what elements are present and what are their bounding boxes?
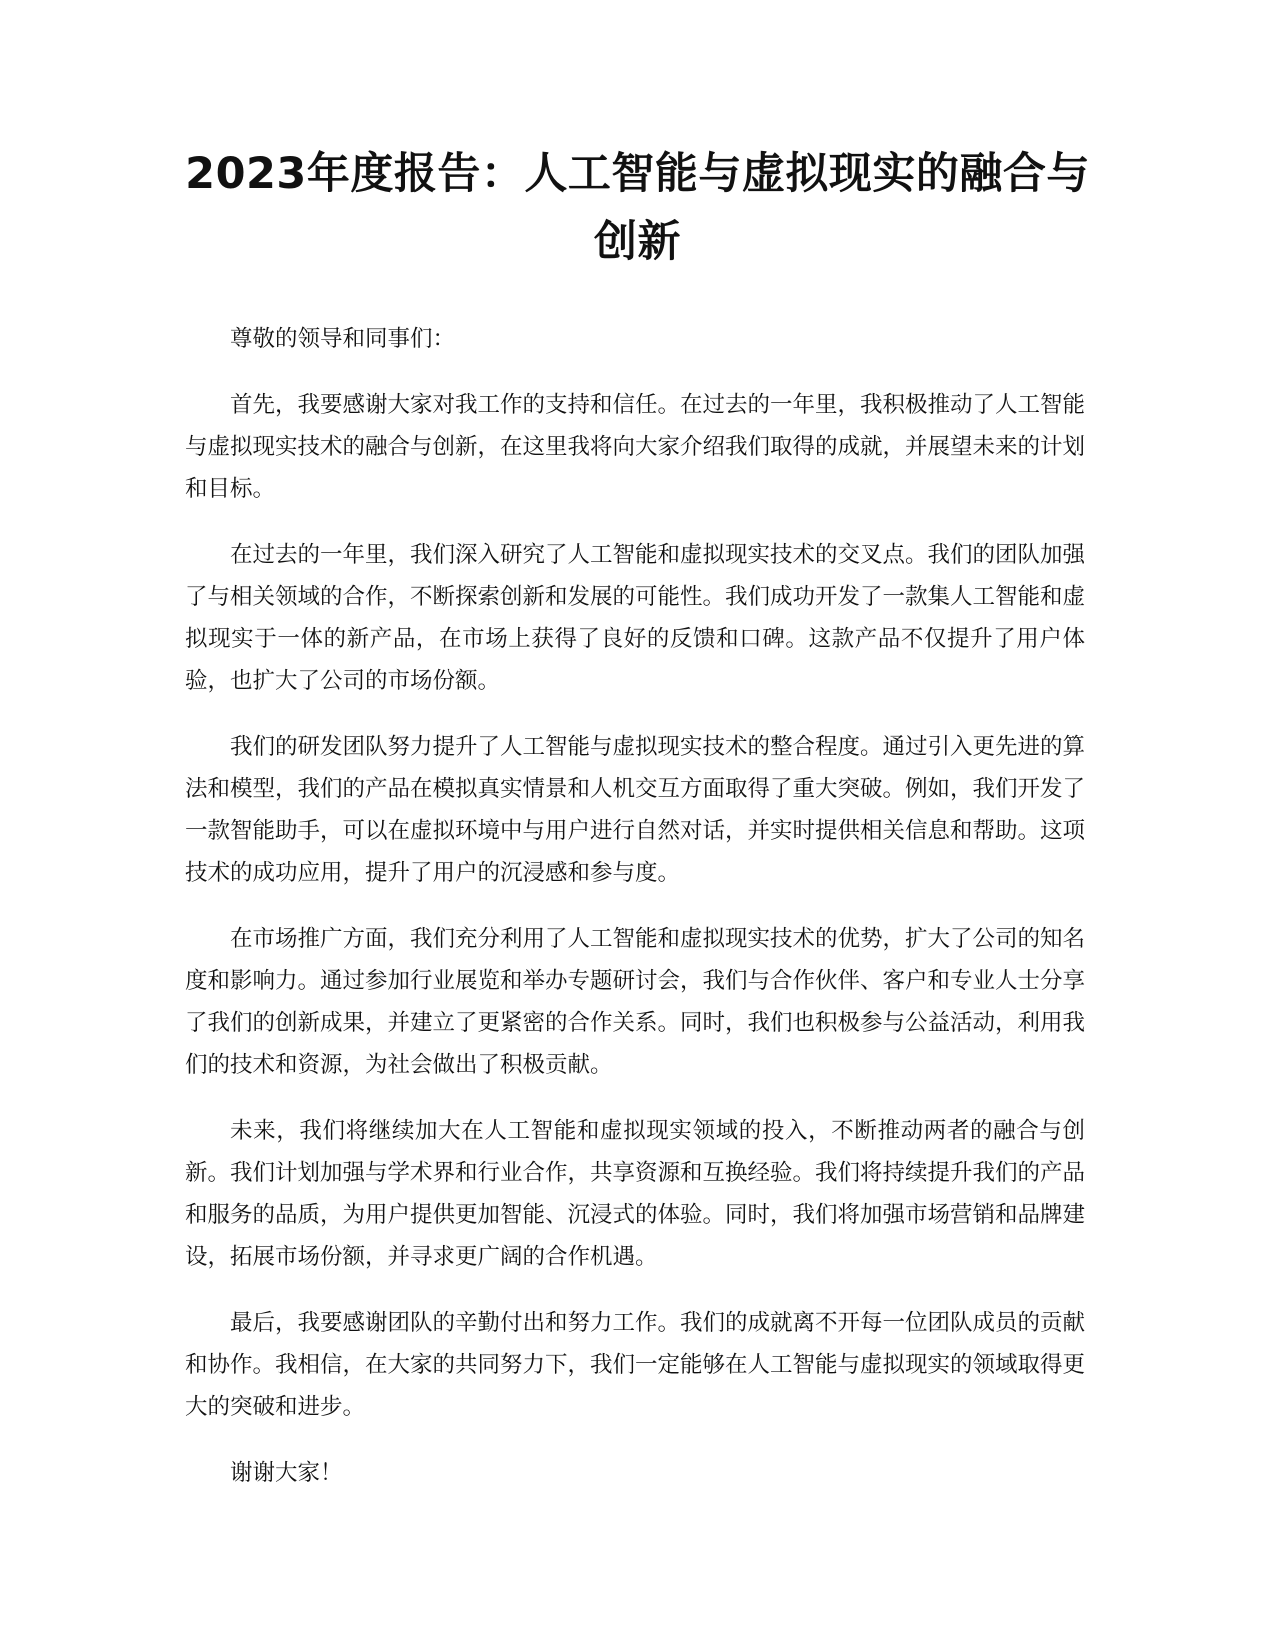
body-paragraph: 未来，我们将继续加大在人工智能和虚拟现实领域的投入，不断推动两者的融合与创新。我们计划加强与学术界和行业合作，共享资源和互换经验。我们将持续提升我们的产品和服务的品质，为用户提供更加智能、沉浸式的体验。同时，我们将加强市场营销和品牌建设，拓展市场份额，并寻求更广阔的合作机遇。 (185, 1118, 1086, 1270)
body-paragraph: 在过去的一年里，我们深入研究了人工智能和虚拟现实技术的交叉点。我们的团队加强了与相关领域的合作，不断探索创新和发展的可能性。我们成功开发了一款集人工智能和虚拟现实于一体的新产品，在市场上获得了良好的反馈和口碑。这款产品不仅提升了用户体验，也扩大了公司的市场份额。 (185, 542, 1086, 694)
body-paragraph: 最后，我要感谢团队的辛勤付出和努力工作。我们的成就离不开每一位团队成员的贡献和协作。我相信，在大家的共同努力下，我们一定能够在人工智能与虚拟现实的领域取得更大的突破和进步。 (185, 1310, 1086, 1420)
document-body (185, 318, 1085, 1518)
closing-paragraph: 谢谢大家！ (230, 1460, 343, 1486)
body-paragraph: 首先，我要感谢大家对我工作的支持和信任。在过去的一年里，我积极推动了人工智能与虚拟现实技术的融合与创新，在这里我将向大家介绍我们取得的成就，并展望未来的计划和目标。 (185, 392, 1086, 502)
body-paragraph: 我们的研发团队努力提升了人工智能与虚拟现实技术的整合程度。通过引入更先进的算法和模型，我们的产品在模拟真实情景和人机交互方面取得了重大突破。例如，我们开发了一款智能助手，可以在虚拟环境中与用户进行自然对话，并实时提供相关信息和帮助。这项技术的成功应用，提升了用户的沉浸感和参与度。 (185, 734, 1086, 886)
document-title: 2023年度报告：人工智能与虚拟现实的融合与创新 (185, 149, 1090, 267)
salutation-paragraph: 尊敬的领导和同事们： (230, 326, 456, 352)
body-paragraph: 在市场推广方面，我们充分利用了人工智能和虚拟现实技术的优势，扩大了公司的知名度和影响力。通过参加行业展览和举办专题研讨会，我们与合作伙伴、客户和专业人士分享了我们的创新成果，并建立了更紧密的合作关系。同时，我们也积极参与公益活动，利用我们的技术和资源，为社会做出了积极贡献。 (185, 926, 1086, 1078)
